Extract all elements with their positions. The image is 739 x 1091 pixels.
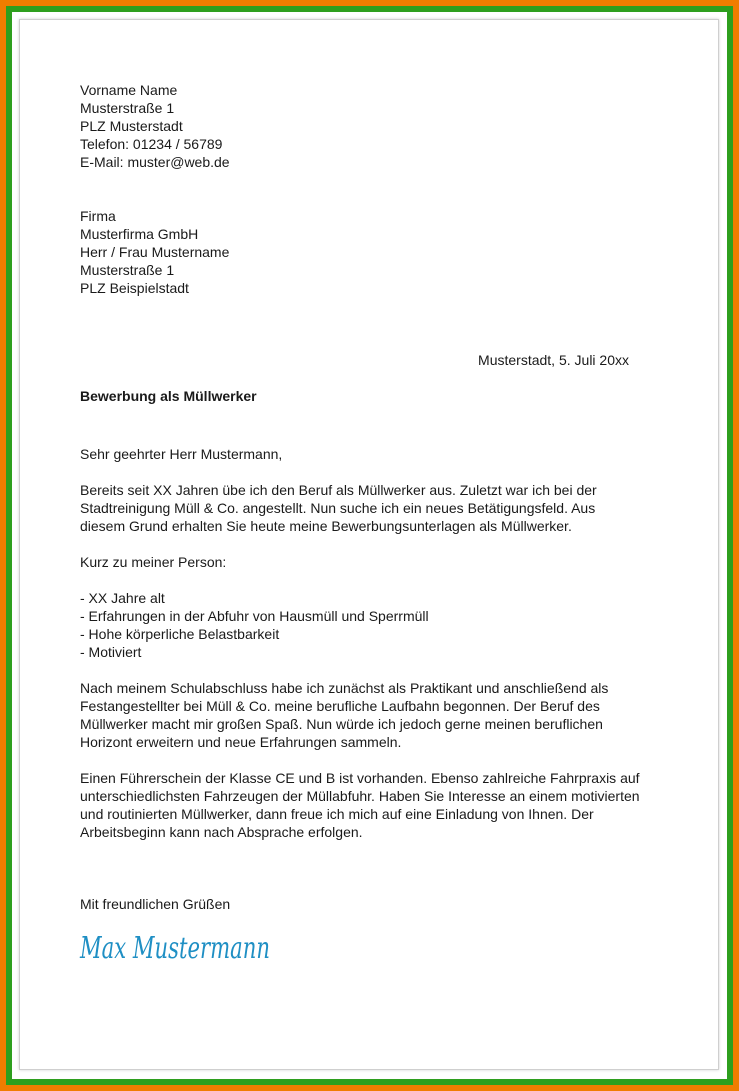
letter-subject: Bewerbung als Müllwerker [80, 388, 257, 404]
sender-street: Musterstraße 1 [80, 100, 175, 116]
person-list-item: - Hohe körperliche Belastbarkeit [80, 626, 280, 642]
sender-city: PLZ Musterstadt [80, 118, 183, 134]
paragraph1-line: Stadtreinigung Müll & Co. angestellt. Nun suche ich ein neues Betätigungsfeld. Aus [80, 500, 596, 516]
letter-date: Musterstadt, 5. Juli 20xx [478, 352, 629, 368]
person-list-item: - XX Jahre alt [80, 590, 165, 606]
recipient-city: PLZ Beispielstadt [80, 280, 189, 296]
sender-name: Vorname Name [80, 82, 178, 98]
sender-phone: Telefon: 01234 / 56789 [80, 136, 223, 152]
paragraph3-line: Einen Führerschein der Klasse CE und B ist vorhanden. Ebenso zahlreiche Fahrpraxis auf [80, 770, 640, 786]
signature-text: Max Mustermann [79, 931, 270, 966]
recipient-company: Musterfirma GmbH [80, 226, 199, 242]
paragraph3-line: unterschiedlichsten Fahrzeugen der Müllabfuhr. Haben Sie Interesse an einem motivierten [80, 788, 640, 804]
paragraph2-line: Festangestellter bei Müll & Co. meine berufliche Laufbahn begonnen. Der Beruf des [80, 698, 600, 714]
paragraph3-line: Arbeitsbeginn kann nach Absprache erfolgen. [80, 824, 363, 840]
paragraph1-line: Bereits seit XX Jahren übe ich den Beruf als Müllwerker aus. Zuletzt war ich bei der [80, 482, 597, 498]
paragraph2-line: Nach meinem Schulabschluss habe ich zunächst als Praktikant und anschließend als [80, 680, 609, 696]
closing: Mit freundlichen Grüßen [80, 896, 231, 912]
paragraph1-line: diesem Grund erhalten Sie heute meine Bewerbungsunterlagen als Müllwerker. [80, 518, 572, 534]
sender-email: E-Mail: muster@web.de [80, 154, 230, 170]
person-list-item: - Erfahrungen in der Abfuhr von Hausmüll und Sperrmüll [80, 608, 429, 624]
paragraph2-line: Horizont erweitern und neue Erfahrungen sammeln. [80, 734, 402, 750]
recipient-label: Firma [80, 208, 116, 224]
handwritten-signature [78, 922, 278, 972]
salutation: Sehr geehrter Herr Mustermann, [80, 446, 283, 462]
paragraph3-line: und routinierten Müllwerker, dann freue ich mich auf eine Einladung von Ihnen. Der [80, 806, 594, 822]
paragraph2-line: Müllwerker macht mir großen Spaß. Nun würde ich jedoch gerne meinen beruflichen [80, 716, 603, 732]
person-intro: Kurz zu meiner Person: [80, 554, 227, 570]
recipient-contact: Herr / Frau Mustername [80, 244, 230, 260]
person-list-item: - Motiviert [80, 644, 142, 660]
recipient-street: Musterstraße 1 [80, 262, 175, 278]
